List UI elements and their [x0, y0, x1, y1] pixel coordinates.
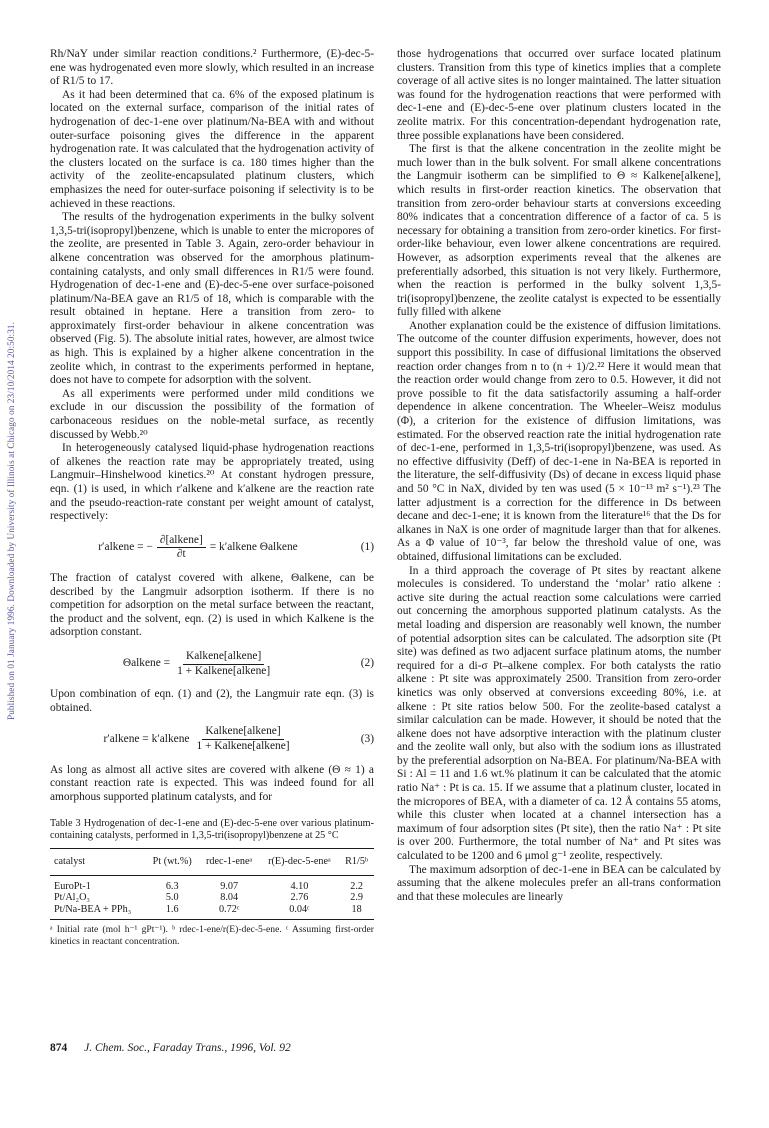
- journal-citation: J. Chem. Soc., Faraday Trans., 1996, Vol. 92: [84, 1042, 291, 1054]
- paragraph: Upon combination of eqn. (1) and (2), the Langmuir rate eqn. (3) is obtained.: [50, 688, 374, 714]
- paragraph: Another explanation could be the existence of diffusion limitations. The outcome of the counter diffusion experiments, however, does not support this possibility. In case of diffusional limitations the observed reaction order changes from n to (n + 1)/2.²² Here it would mean that the reaction order would change from zero to 0.5. However, it did not prove possible to fit the data satisfactorily assuming a half-order dependence in alkene concentration. The Wheeler–Weisz modulus (Φ), a criterion for the existence of diffusion limitations, was estimated. For the observed reaction rate the initial hydrogenation rate of dec-1-ene, performed in 1,3,5-tri(isopropyl)benzene, was used. As no effective diffusivity (Deff) of dec-1-ene in Na-BEA is reported in the literature, the self-diffusivity (Ds) of decane in excess liquid phase and 50 °C in NaX, divided by ten was used (5 × 10⁻¹³ m² s⁻¹).²³ The latter adjustment is a correction for the difference in Ds between decane and dec-1-ene; it is known from the literature¹⁶ that the Ds for alkanes in NaX is one order of magnitude larger than that for alkenes. As a Φ value of 10⁻³, far below the threshold value of one, was obtained, diffusional limitations can be excluded.: [397, 319, 721, 563]
- table-cell: 0.72ᶜ: [218, 903, 240, 915]
- paragraph: In heterogeneously catalysed liquid-phase hydrogenation reactions of alkenes the reaction rate may be appropriately treated, using Langmuir–Hinshelwood kinetics.²⁰ At constant hydrogen pressure, eqn. (1) is used, in which r′alkene and k′alkene are the reaction rate and the pseudo-reaction-rate constant per weight amount of catalyst, respectively:: [50, 442, 374, 523]
- paragraph: The fraction of catalyst covered with alkene, Θalkene, can be described by the Langmuir adsorption isotherm. If there is no competition for adsorption on the metal surface between the reactant, the product and the solvent, eqn. (2) is used in which Kalkene is the adsorption constant.: [50, 571, 374, 639]
- paragraph: The maximum adsorption of dec-1-ene in BEA can be calculated by assuming that the alkene molecules prefer an all-trans conformation and that these molecules are linearly: [397, 863, 721, 903]
- numerator: Kalkene[alkene]: [183, 650, 264, 665]
- table-cell: 1.6: [165, 903, 179, 915]
- paragraph: those hydrogenations that occurred over surface located platinum clusters. Transition from this type of kinetics implies that a complete coverage of all active sites is no longer maintained. The latter situation was found for the hydrogenation reactions that were performed with dec-1-ene and (E)-dec-5-ene over platinum clusters located in the zeolite matrix. For this concentration-dependant hydrogenation rate, three possible explanations have been considered.: [397, 48, 721, 142]
- table-cell: 9.07: [220, 880, 239, 892]
- numerator: ∂[alkene]: [157, 534, 206, 549]
- download-watermark: Published on 01 January 1996. Downloaded by University of Illinois at Chicago on 23/10/2014 20:50:31.: [6, 322, 16, 720]
- right-column: [397, 48, 721, 904]
- equation-number: (2): [360, 657, 374, 670]
- table-cell: Pt/Al₂O₃: [54, 892, 90, 904]
- table-cell: 2.76: [290, 892, 309, 904]
- paragraph: As long as almost all active sites are covered with alkene (Θ ≈ 1) a constant reaction rate is expected. This was indeed found for all amorphous supported platinum catalysts, and for: [50, 763, 374, 803]
- equation-number: (3): [360, 732, 374, 745]
- equation-fraction: [174, 650, 273, 678]
- column-header: Pt (wt.%): [152, 856, 192, 868]
- column-header: r(E)-dec-5-eneᵃ: [268, 856, 331, 868]
- table-cell: EuroPt-1: [54, 880, 91, 892]
- page-number: 874: [50, 1042, 68, 1054]
- equation-lhs: r′alkene = k′alkene: [103, 732, 190, 745]
- table-cell: 2.9: [350, 892, 363, 904]
- table-cell: 5.0: [165, 892, 179, 904]
- results-table: [50, 848, 374, 920]
- table-cell: 0.04ᶜ: [289, 903, 310, 915]
- denominator: 1 + Kalkene[alkene]: [177, 664, 271, 677]
- left-column: [50, 48, 374, 947]
- paragraph: Rh/NaY under similar reaction conditions.² Furthermore, (E)-dec-5-ene was hydrogenated even more slowly, which resulted in an increase of R1/5 to 17.: [50, 48, 374, 88]
- paragraph: The first is that the alkene concentration in the zeolite might be much lower than in the bulk solvent. For small alkene concentrations the Langmuir isotherm can be simplified to Θ ≈ Kalkene[alkene], which results in first-order reaction kinetics. The observation that transition from zero-order behaviour starts at conversions exceeding 80% indicates that a concentration difference of a factor of ca. 5 is necessary for obtaining a transition from zero-order kinetics. For first-order-like behaviour, even lower alkene concentrations are required. However, as adsorption experiments reveal that the alkenes are preferentially adsorbed, this situation is not very likely. Furthermore, when the reaction is performed in the bulky solvent 1,3,5-tri(isopropyl)benzene, the zeolite catalyst is expected to be essentially fully filled with alkene: [397, 143, 721, 319]
- column-header: catalyst: [54, 856, 86, 868]
- table-cell: 2.2: [350, 880, 363, 892]
- page-footer: [50, 1042, 291, 1054]
- table-cell: 18: [351, 903, 362, 915]
- equation-1: [50, 534, 374, 562]
- equation-2: [50, 650, 374, 678]
- table-cell: Pt/Na-BEA + PPh₃: [54, 903, 132, 915]
- paragraph: As all experiments were performed under mild conditions we exclude in our discussion the possibility of the formation of carbonaceous residues on the noble-metal surface, as recently discussed by Webb.²⁰: [50, 387, 374, 441]
- equation-fraction: [157, 534, 206, 562]
- table-cell: 8.04: [220, 892, 239, 904]
- equation-3: [50, 725, 374, 753]
- column-header: rdec-1-eneᵃ: [206, 856, 253, 868]
- table-row: [50, 892, 374, 904]
- equation-fraction: [193, 725, 292, 753]
- paragraph: In a third approach the coverage of Pt sites by reactant alkene molecules is considered. To understand the ‘molar’ ratio alkene : active site during the actual reaction some calculations were carried out concerning the amorphous supported platinum catalysts. As the metal loading and dispersion are reasonably well known, the number of potential adsorption sites can be calculated. The adsorption site (Pt site) was defined as two adjacent surface platinum atoms, the number required for a di-σ Pt–alkene complex. For both catalysts the ratio alkene : Pt site was approximately 2500. Transition from zero-order kinetics was only observed at conversions exceeding 80%, i.e. at alkene : Pt site ratios below 500. For the zeolite-based catalyst a similar calculation can be made. However, it should be noted that the alkene does not have adsorptive interaction with the platinum cluster and the zeolite wall only, but also with the sodium ions as illustrated by the preferential adsorption on Na-BEA. For platinum/Na-BEA with Si : Al = 11 and 1.6 wt.% platinum it can be calculated that the atomic ratio Na⁺ : Pt is ca. 15. If we assume that a platinum cluster, located in the micropores of BEA, with a diameter of ca. 12 Å contains 55 atoms, while this cluster when located at a channel intersection has a maximum of four adsorption sites (Pt site), then the ratio Na⁺ : Pt site is over 200. Furthermore, the total number of Na⁺ and Pt sites was calculated to be 1200 and 6 μmol g⁻¹ zeolite, respectively.: [397, 564, 721, 863]
- equation-lhs: r′alkene = −: [98, 541, 153, 554]
- table-caption: Table 3 Hydrogenation of dec-1-ene and (E)-dec-5-ene over various platinum-containing catalysts, performed in 1,3,5-tri(isopropyl)benzene at 25 °C: [50, 818, 374, 842]
- table-header-row: [50, 849, 374, 876]
- equation-rhs: = k′alkene Θalkene: [209, 541, 298, 554]
- table-footnote: ᵃ Initial rate (mol h⁻¹ gPt⁻¹). ᵇ rdec-1-ene/r(E)-dec-5-ene. ᶜ Assuming first-order kinetics in reactant concentration.: [50, 924, 374, 947]
- denominator: 1 + Kalkene[alkene]: [196, 739, 290, 752]
- table-cell: 6.3: [165, 880, 179, 892]
- column-header: R1/5ᵇ: [345, 856, 369, 868]
- denominator: ∂t: [176, 548, 186, 561]
- paragraph: As it had been determined that ca. 6% of the exposed platinum is located on the external surface, comparison of the initial rates of hydrogenation of dec-1-ene over platinum/Na-BEA with and without outer-surface poisoning gives the difference in the apparent hydrogenation rate. It was calculated that the hydrogenation activity of the clusters located on the surface is ca. 180 times higher than the activity of the zeolite-encapsulated platinum clusters, which emphasizes the need for outer-surface poisoning if selectivity is to be achieved in these reactions.: [50, 88, 374, 210]
- table-cell: 4.10: [290, 880, 309, 892]
- table-row: [50, 875, 374, 892]
- paragraph: The results of the hydrogenation experiments in the bulky solvent 1,3,5-tri(isopropyl)benzene, which is unable to enter the micropores of the zeolite, are presented in Table 3. Again, zero-order behaviour in alkene concentration was observed for the amorphous platinum-containing catalysts, and only small differences in R1/5 were found. Hydrogenation of dec-1-ene and (E)-dec-5-ene over surface-poisoned platinum/Na-BEA gave an R1/5 of 18, which is comparable with the result obtained in heptane. Here a transition from zero- to approximately first-order behaviour in alkene concentration was observed (Fig. 5). The absolute initial rates, however, are almost twice as high. This is explained by a higher alkene concentration in the zeolite which, in contrast to the experiments performed in heptane, does not have to compete for adsorption with the solvent.: [50, 211, 374, 387]
- table-row: [50, 904, 374, 920]
- equation-lhs: Θalkene =: [122, 657, 171, 670]
- equation-number: (1): [360, 541, 374, 554]
- numerator: Kalkene[alkene]: [202, 725, 283, 740]
